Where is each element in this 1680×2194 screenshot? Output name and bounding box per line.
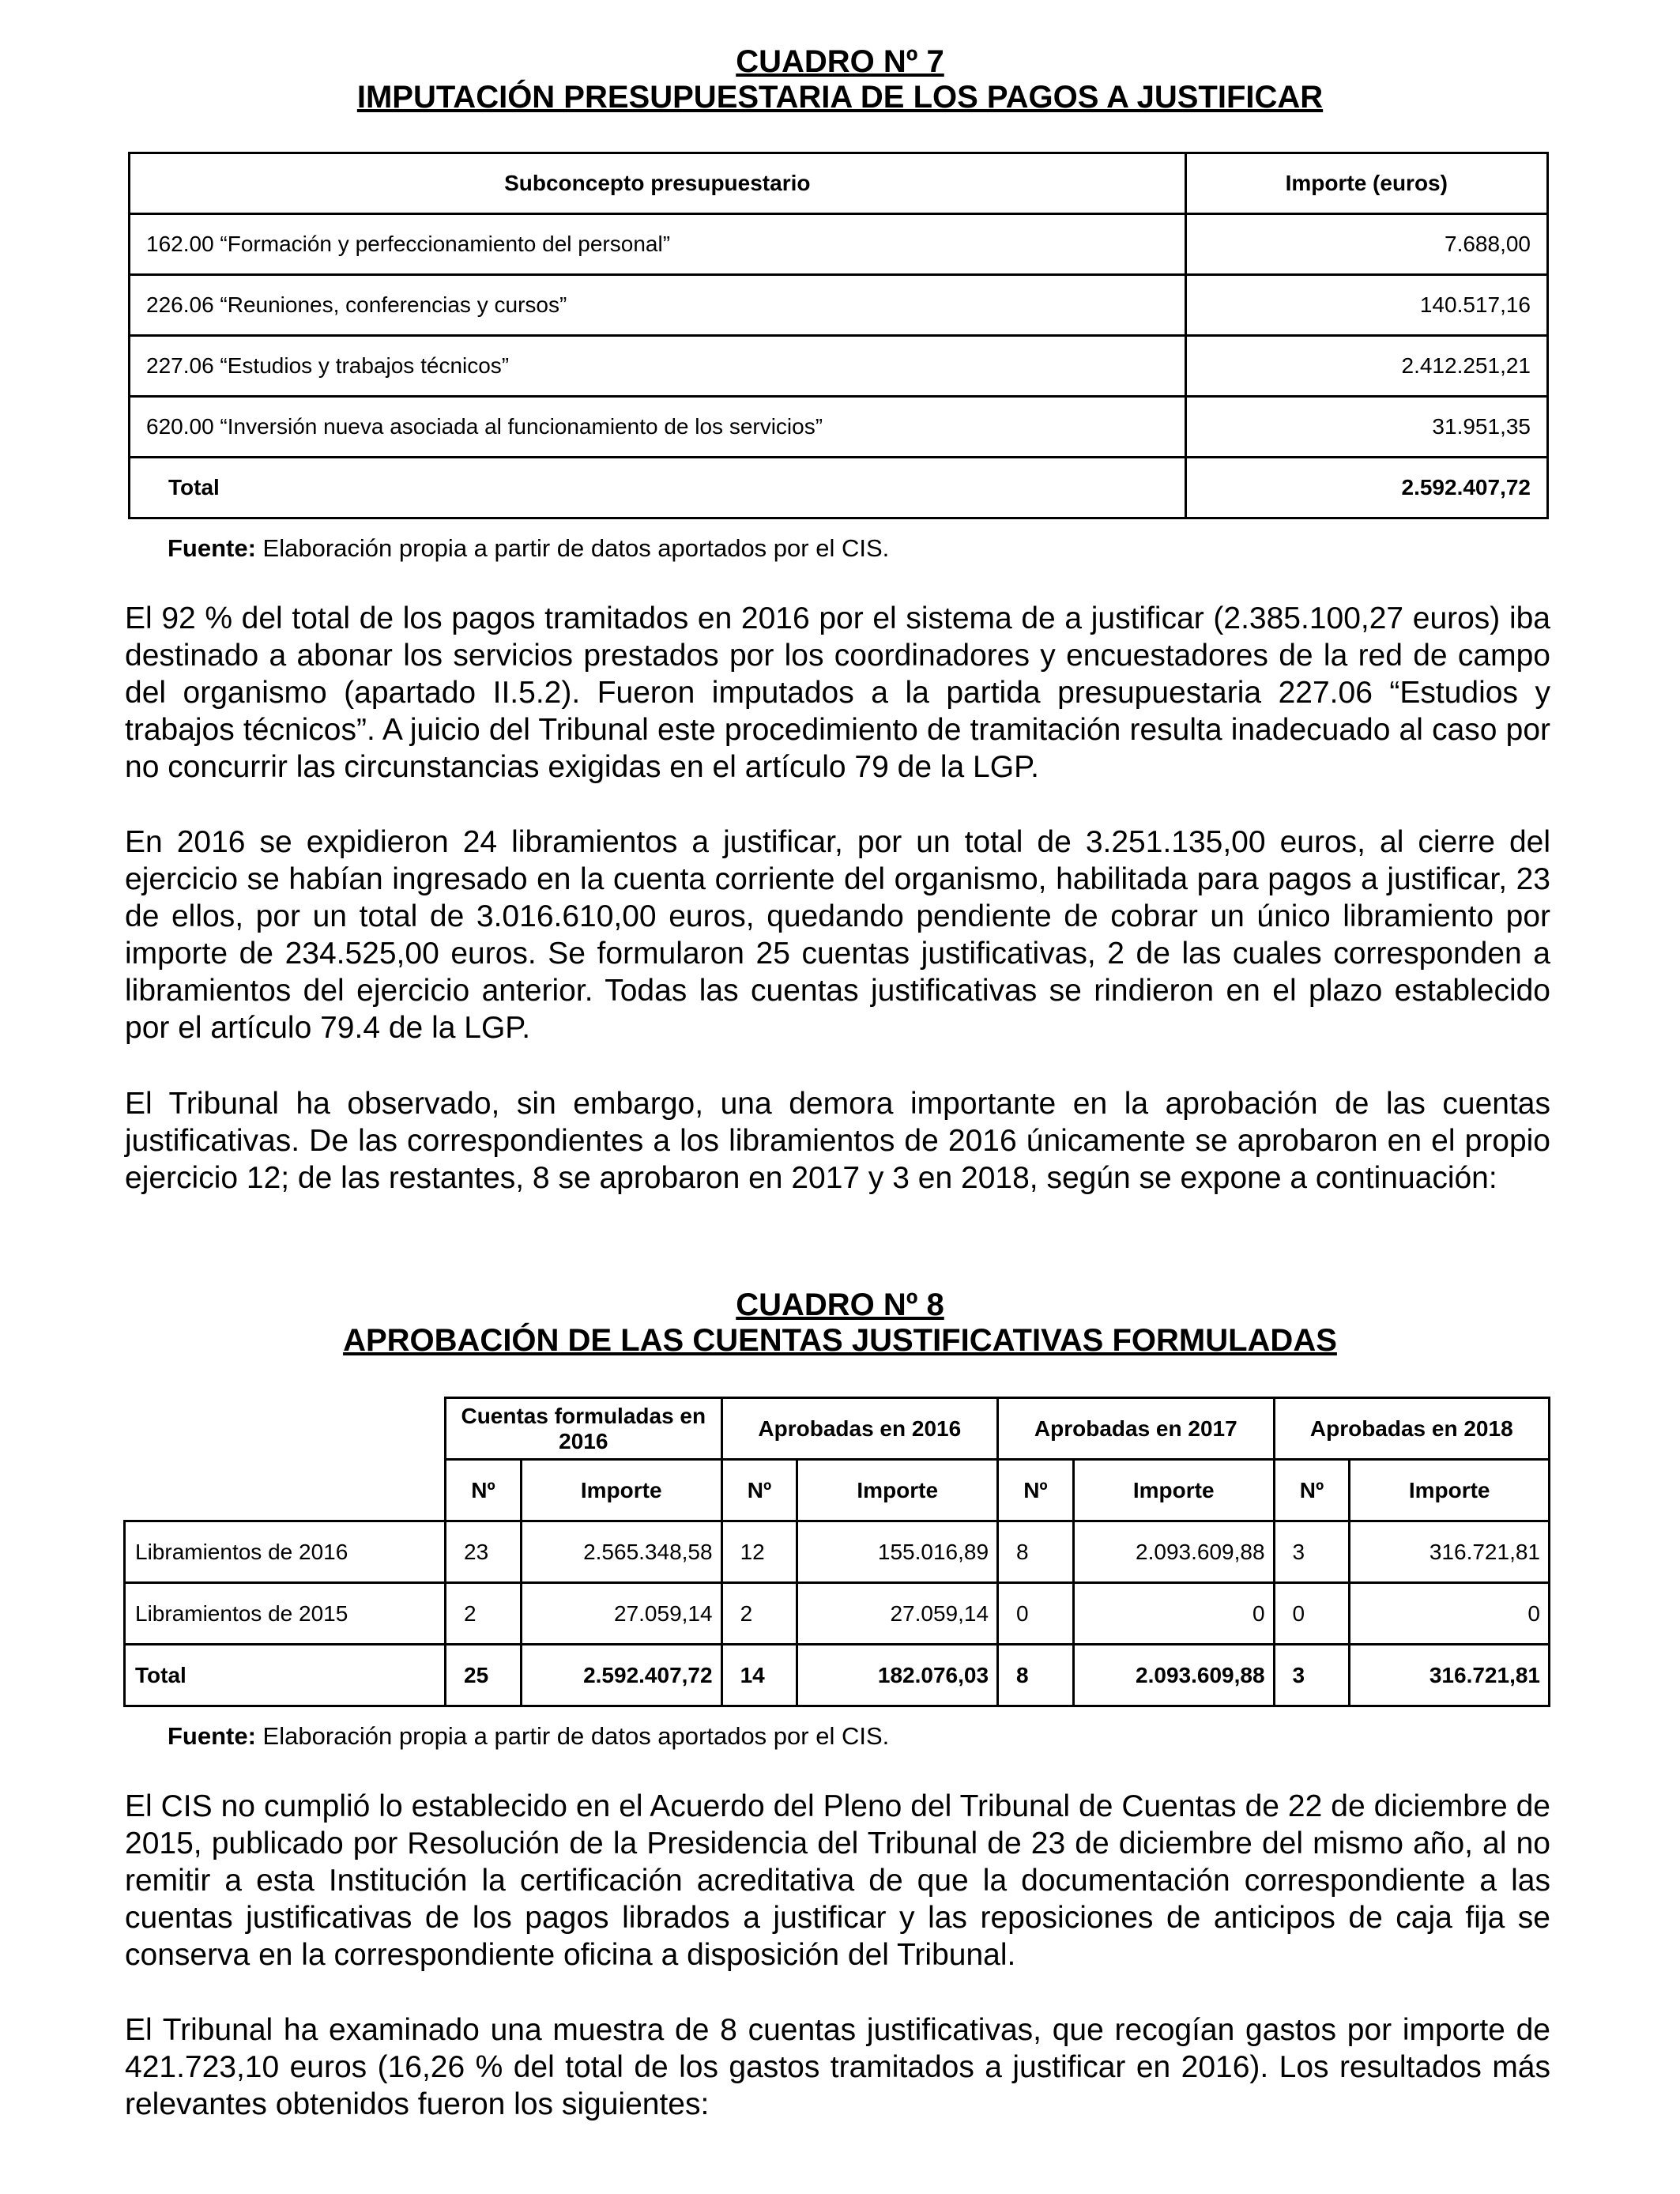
amount-cell: 2.093.609,88 bbox=[1073, 1645, 1274, 1706]
amount-cell: 2.592.407,72 bbox=[521, 1645, 721, 1706]
table-row bbox=[130, 336, 1548, 397]
table-row bbox=[130, 275, 1548, 336]
concept-cell: 620.00 “Inversión nueva asociada al funcionamiento de los servicios” bbox=[130, 397, 1186, 458]
source-label: Fuente: bbox=[168, 1722, 256, 1750]
amount-cell: 316.721,81 bbox=[1350, 1645, 1550, 1706]
group-header-aprobadas-2017: Aprobadas en 2017 bbox=[998, 1398, 1275, 1460]
count-cell: 12 bbox=[721, 1521, 797, 1583]
paragraph-5: El Tribunal ha examinado una muestra de 8 cuentas justificativas, que recogían gastos por importe de 421.723,10 euros (16,26 % del total de los gastos tramitados a justificar en 2016). Los resultados más relevantes obtenidos fueron los siguientes: bbox=[125, 2013, 1550, 2121]
sub-header-n: Nº bbox=[1274, 1460, 1350, 1521]
total-row bbox=[130, 458, 1548, 518]
column-header-importe: Importe (euros) bbox=[1185, 153, 1547, 214]
column-header-subconcepto: Subconcepto presupuestario bbox=[130, 153, 1186, 214]
count-cell: 14 bbox=[721, 1645, 797, 1706]
group-header-aprobadas-2016: Aprobadas en 2016 bbox=[721, 1398, 997, 1460]
amount-cell: 2.412.251,21 bbox=[1185, 336, 1547, 397]
empty-corner-cell bbox=[125, 1398, 446, 1521]
amount-cell: 27.059,14 bbox=[797, 1583, 998, 1645]
source-text: Elaboración propia a partir de datos aportados por el CIS. bbox=[255, 534, 890, 562]
source-label: Fuente: bbox=[168, 534, 256, 562]
table-group-header-row bbox=[125, 1398, 1550, 1460]
cuadro8-title: APROBACIÓN DE LAS CUENTAS JUSTIFICATIVAS FORMULADAS bbox=[343, 1323, 1337, 1358]
group-header-formuladas: Cuentas formuladas en 2016 bbox=[446, 1398, 722, 1460]
amount-cell: 155.016,89 bbox=[797, 1521, 998, 1583]
count-cell: 3 bbox=[1274, 1645, 1350, 1706]
table-row bbox=[125, 1521, 1550, 1583]
table-header-row bbox=[130, 153, 1548, 214]
amount-cell: 316.721,81 bbox=[1350, 1521, 1550, 1583]
amount-cell: 140.517,16 bbox=[1185, 275, 1547, 336]
cuadro7-source bbox=[168, 533, 889, 564]
count-cell: 8 bbox=[998, 1645, 1074, 1706]
cuadro8-number: CUADRO Nº 8 bbox=[736, 1287, 944, 1322]
concept-cell: 227.06 “Estudios y trabajos técnicos” bbox=[130, 336, 1186, 397]
amount-cell: 2.093.609,88 bbox=[1073, 1521, 1274, 1583]
cuadro8-source bbox=[168, 1721, 889, 1752]
total-label: Total bbox=[130, 458, 1186, 518]
paragraph-3: El Tribunal ha observado, sin embargo, una demora importante en la aprobación de las cuentas justificativas. De las correspondientes a los libramientos de 2016 únicamente se aprobaron en el propio ejercicio 12; de las restantes, 8 se aprobaron en 2017 y 3 en 2018, según se expone a continuación: bbox=[125, 1087, 1550, 1195]
sub-header-importe: Importe bbox=[1350, 1460, 1550, 1521]
row-label: Libramientos de 2016 bbox=[125, 1521, 446, 1583]
cuadro7-number: CUADRO Nº 7 bbox=[736, 44, 944, 79]
count-cell: 2 bbox=[446, 1583, 522, 1645]
total-row bbox=[125, 1645, 1550, 1706]
table-row bbox=[130, 214, 1548, 275]
sub-header-importe: Importe bbox=[797, 1460, 998, 1521]
count-cell: 25 bbox=[446, 1645, 522, 1706]
count-cell: 3 bbox=[1274, 1521, 1350, 1583]
amount-cell: 31.951,35 bbox=[1185, 397, 1547, 458]
sub-header-importe: Importe bbox=[521, 1460, 721, 1521]
sub-header-n: Nº bbox=[446, 1460, 522, 1521]
amount-cell: 0 bbox=[1073, 1583, 1274, 1645]
total-label: Total bbox=[125, 1645, 446, 1706]
amount-cell: 7.688,00 bbox=[1185, 214, 1547, 275]
source-text: Elaboración propia a partir de datos aportados por el CIS. bbox=[255, 1722, 890, 1750]
paragraph-4: El CIS no cumplió lo establecido en el Acuerdo del Pleno del Tribunal de Cuentas de 22 de diciembre de 2015, publicado por Resolución de la Presidencia del Tribunal de 23 de diciembre del mismo año, al no remitir a esta Institución la certificación acreditativa de que la documentación correspondiente a las cuentas justificativas de los pagos librados a justificar y las reposiciones de anticipos de caja fija se conserva en la correspondiente oficina a disposición del Tribunal. bbox=[125, 1789, 1550, 1972]
table-row bbox=[130, 397, 1548, 458]
sub-header-importe: Importe bbox=[1073, 1460, 1274, 1521]
sub-header-n: Nº bbox=[721, 1460, 797, 1521]
count-cell: 23 bbox=[446, 1521, 522, 1583]
cuadro8-table bbox=[123, 1397, 1550, 1707]
count-cell: 8 bbox=[998, 1521, 1074, 1583]
count-cell: 0 bbox=[998, 1583, 1074, 1645]
paragraph-2: En 2016 se expidieron 24 libramientos a justificar, por un total de 3.251.135,00 euros, al cierre del ejercicio se habían ingresado en la cuenta corriente del organismo, habilitada para pagos a justificar, 23 de ellos, por un total de 3.016.610,00 euros, quedando pendiente de cobrar un único libramiento por importe de 234.525,00 euros. Se formularon 25 cuentas justificativas, 2 de las cuales corresponden a libramientos del ejercicio anterior. Todas las cuentas justificativas se rindieron en el plazo establecido por el artículo 79.4 de la LGP. bbox=[125, 825, 1550, 1045]
table-row bbox=[125, 1583, 1550, 1645]
concept-cell: 226.06 “Reuniones, conferencias y cursos” bbox=[130, 275, 1186, 336]
amount-cell: 182.076,03 bbox=[797, 1645, 998, 1706]
count-cell: 0 bbox=[1274, 1583, 1350, 1645]
count-cell: 2 bbox=[721, 1583, 797, 1645]
concept-cell: 162.00 “Formación y perfeccionamiento del personal” bbox=[130, 214, 1186, 275]
row-label: Libramientos de 2015 bbox=[125, 1583, 446, 1645]
amount-cell: 0 bbox=[1350, 1583, 1550, 1645]
total-amount: 2.592.407,72 bbox=[1185, 458, 1547, 518]
paragraph-1: El 92 % del total de los pagos tramitados en 2016 por el sistema de a justificar (2.385.100,27 euros) iba destinado a abonar los servicios prestados por los coordinadores y encuestadores de la red de campo del organismo (apartado II.5.2). Fueron imputados a la partida presupuestaria 227.06 “Estudios y trabajos técnicos”. A juicio del Tribunal este procedimiento de tramitación resulta inadecuado al caso por no concurrir las circunstancias exigidas en el artículo 79 de la LGP. bbox=[125, 601, 1550, 784]
group-header-aprobadas-2018: Aprobadas en 2018 bbox=[1274, 1398, 1549, 1460]
amount-cell: 2.565.348,58 bbox=[521, 1521, 721, 1583]
amount-cell: 27.059,14 bbox=[521, 1583, 721, 1645]
sub-header-n: Nº bbox=[998, 1460, 1074, 1521]
cuadro7-table bbox=[128, 152, 1549, 519]
cuadro7-title: IMPUTACIÓN PRESUPUESTARIA DE LOS PAGOS A JUSTIFICAR bbox=[356, 80, 1324, 115]
